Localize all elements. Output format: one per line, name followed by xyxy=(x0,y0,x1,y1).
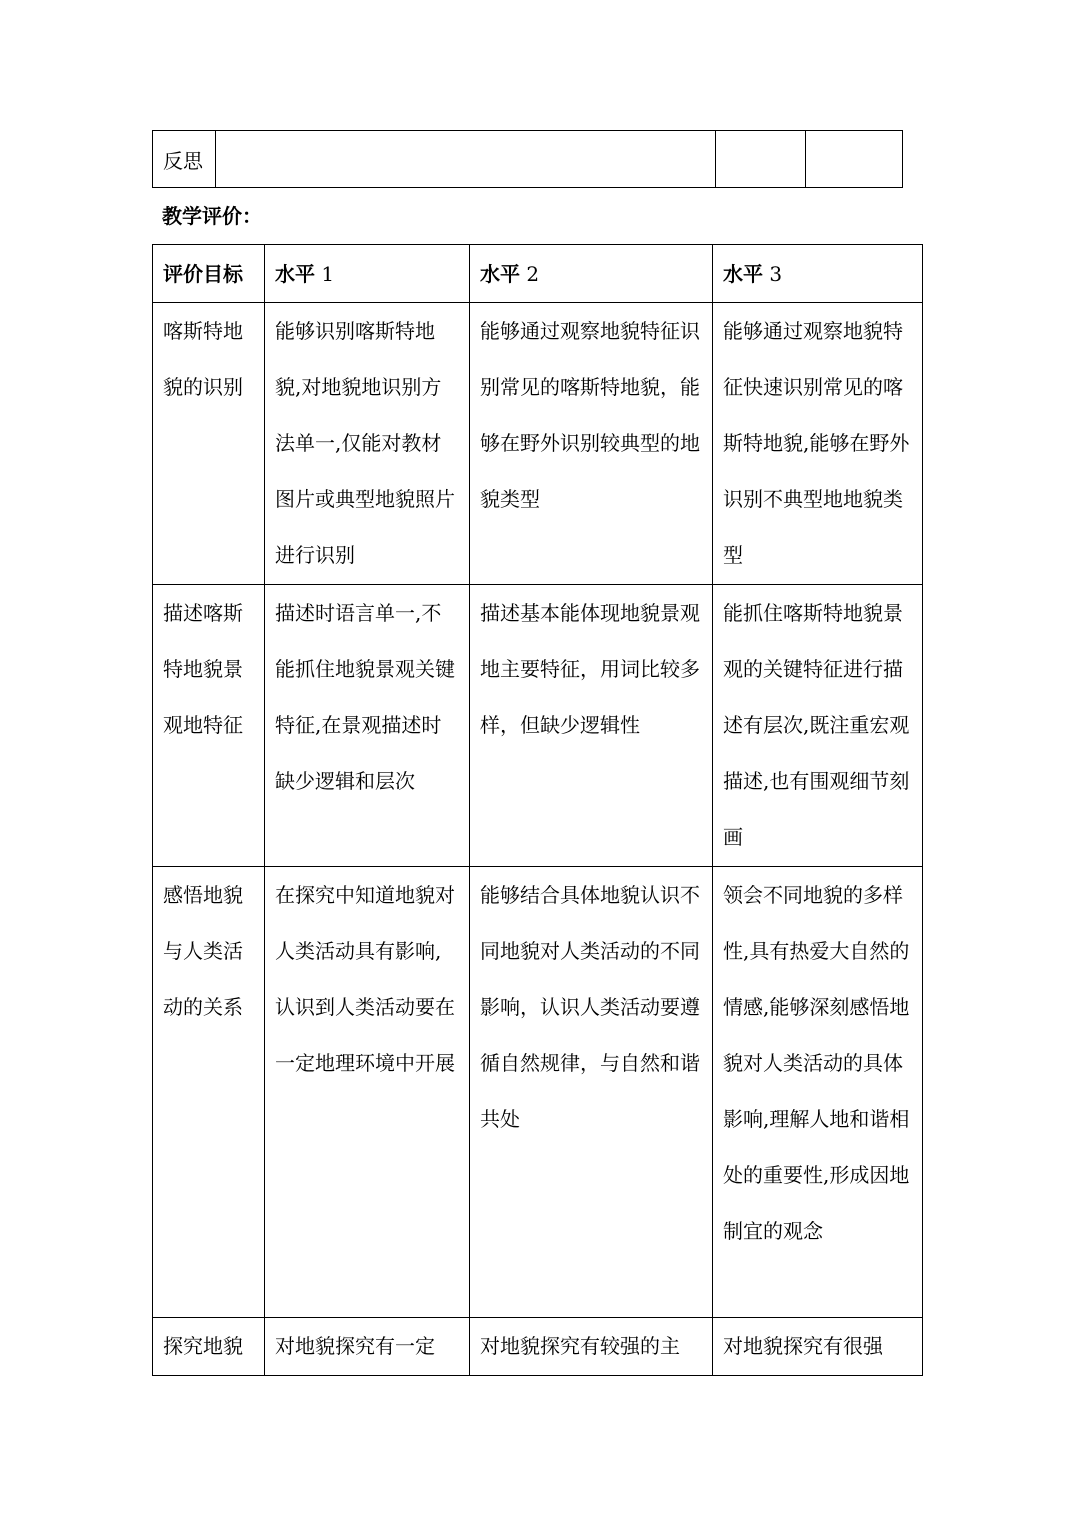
goal-cell: 喀斯特地貌的识别 xyxy=(153,303,265,585)
level-3-cell: 对地貌探究有很强 xyxy=(713,1318,923,1376)
evaluation-table xyxy=(152,244,923,1376)
level-1-cell: 能够识别喀斯特地貌,对地貌地识别方法单一,仅能对教材图片或典型地貌照片进行识别 xyxy=(265,303,470,585)
level-3-cell: 能够通过观察地貌特征快速识别常见的喀斯特地貌,能够在野外识别不典型地地貌类型 xyxy=(713,303,923,585)
goal-cell: 描述喀斯特地貌景观地特征 xyxy=(153,585,265,867)
reflection-row xyxy=(153,131,903,188)
section-heading: 教学评价： xyxy=(162,204,262,228)
goal-cell: 感悟地貌与人类活动的关系 xyxy=(153,867,265,1318)
level-2-cell: 能够通过观察地貌特征识别常见的喀斯特地貌，能够在野外识别较典型的地貌类型 xyxy=(470,303,713,585)
header-level-2: 水平 2 xyxy=(470,245,713,303)
level-1-cell: 在探究中知道地貌对人类活动具有影响,认识到人类活动要在一定地理环境中开展 xyxy=(265,867,470,1318)
table-row xyxy=(153,585,923,867)
level-2-cell: 描述基本能体现地貌景观地主要特征，用词比较多样，但缺少逻辑性 xyxy=(470,585,713,867)
reflection-blank-cell xyxy=(806,131,903,188)
level-3-cell: 能抓住喀斯特地貌景观的关键特征进行描述有层次,既注重宏观描述,也有围观细节刻画 xyxy=(713,585,923,867)
table-row xyxy=(153,1318,923,1376)
header-level-1: 水平 1 xyxy=(265,245,470,303)
goal-cell: 探究地貌 xyxy=(153,1318,265,1376)
level-2-cell: 对地貌探究有较强的主 xyxy=(470,1318,713,1376)
reflection-blank-cell xyxy=(716,131,806,188)
header-goal: 评价目标 xyxy=(153,245,265,303)
reflection-label: 反思 xyxy=(153,131,216,188)
table-header-row xyxy=(153,245,923,303)
reflection-content-cell xyxy=(216,131,716,188)
level-3-cell: 领会不同地貌的多样性,具有热爱大自然的情感,能够深刻感悟地貌对人类活动的具体影响,理解人地和谐相处的重要性,形成因地制宜的观念 xyxy=(713,867,923,1318)
level-1-cell: 对地貌探究有一定 xyxy=(265,1318,470,1376)
level-1-cell: 描述时语言单一,不能抓住地貌景观关键特征,在景观描述时缺少逻辑和层次 xyxy=(265,585,470,867)
reflection-table xyxy=(152,130,903,188)
table-row xyxy=(153,303,923,585)
table-row xyxy=(153,867,923,1318)
header-level-3: 水平 3 xyxy=(713,245,923,303)
level-2-cell: 能够结合具体地貌认识不同地貌对人类活动的不同影响，认识人类活动要遵循自然规律，与自然和谐共处 xyxy=(470,867,713,1318)
